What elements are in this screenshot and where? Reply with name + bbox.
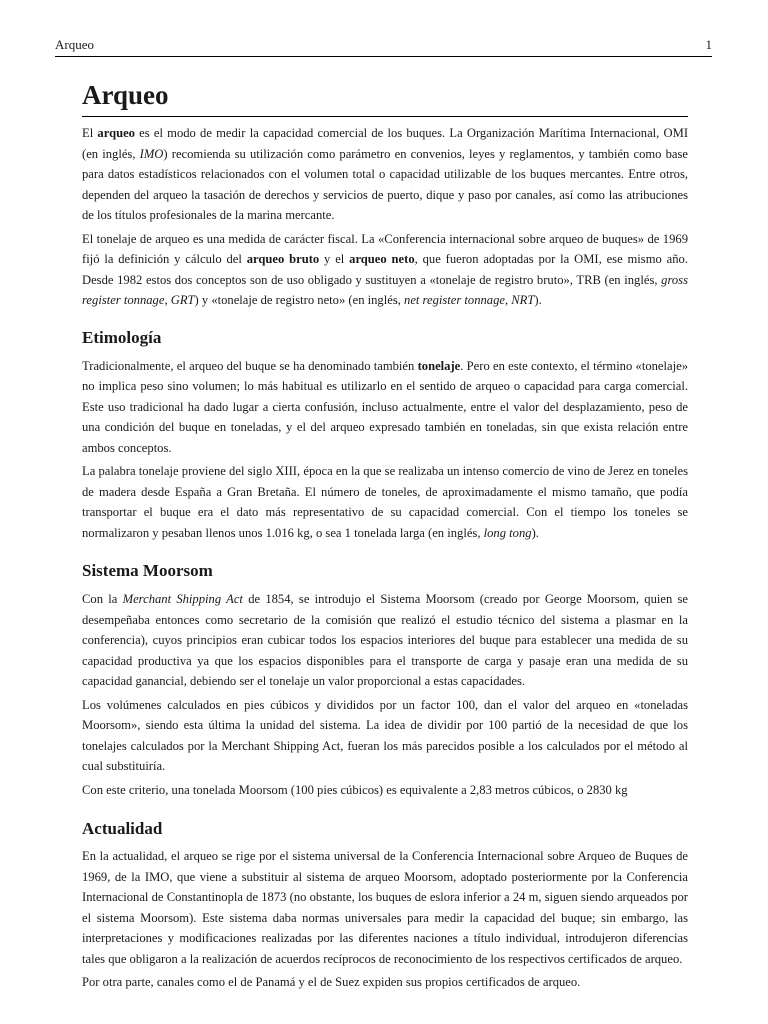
text-run: Tradicionalmente, el arqueo del buque se ha denominado también (82, 358, 418, 373)
term-grt: GRT (170, 293, 195, 307)
text-run: es el modo de medir la capacidad comercial de los buques. La Organización Marítima Internacional, OMI (en inglés, (82, 126, 689, 161)
term-imo: IMO (139, 146, 164, 161)
text-run: ) recomienda su utilización como parámetro en convenios, leyes y reglamentos, y también como base para datos estadísticos relacionados con el volumen total o capacidad utilizable de los buques mercantes. Entre otros, dependen del arqueo la tasación de derechos y servicios de puerto, dique y paso por canales, así como las atribuciones de los títulos profesionales de la marina mercante. (82, 146, 689, 222)
etimologia-paragraph-1 (82, 356, 688, 459)
text-run: , (504, 293, 512, 307)
term-merchant-shipping-act: Merchant Shipping Act (122, 592, 243, 606)
text-run: de 1854, se introdujo el Sistema Moorsom (creado por George Moorsom, quien se desempeñaba entonces como secretario de la comisión que realizó el estudio técnico del sistema a plasmar en la conferencia), cuyos principios eran cubicar todos los espacios interiores del buque para establecer una medida de su capacidad productiva ya que los espacios disponibles para el transporte de carga y pasaje eran una medida de su capacidad ganancial, debiendo ser el tonelaje un valor proporcional a estas capacidades. (82, 592, 689, 688)
text-run: ). (534, 293, 542, 307)
term-gross-register-tonnage: gross register tonnage (82, 272, 688, 307)
page-title: Arqueo (82, 79, 688, 117)
etimologia-paragraph-2 (82, 461, 688, 543)
text-run: y el (319, 252, 350, 266)
term-nrt: NRT (511, 293, 535, 307)
text-run: ) y «tonelaje de registro neto» (en inglés, (194, 293, 405, 307)
text-run: , (164, 293, 171, 307)
intro-paragraph-1 (82, 123, 688, 226)
term-net-register-tonnage: net register tonnage (404, 293, 505, 307)
text-run: . Pero en este contexto, el término «tonelaje» no implica peso sino volumen; lo más habitual es utilizarlo en el sentido de arqueo o capacidad para carga comercial. Este uso tradicional ha dado lugar a cierta confusión, incluso actualmente, entre el valor del desplazamiento, peso de una condición del buque en toneladas, y el del arqueo expresado también en toneladas, sin que exista relación entre ambos conceptos. (82, 358, 688, 455)
term-arqueo-bruto: arqueo bruto (246, 252, 320, 266)
section-heading-etimologia: Etimología (82, 327, 162, 347)
article-body (82, 79, 688, 993)
term-long-tong: long tong (483, 525, 532, 540)
term-arqueo-neto: arqueo neto (349, 252, 415, 266)
text-run: Con la (82, 592, 123, 606)
text-run: , que fueron adoptadas por la OMI, ese mismo año. Desde 1982 estos dos conceptos son de uso obligado y sustituyen a «tonelaje de registro bruto», TRB (en inglés, (82, 252, 688, 287)
term-tonelaje: tonelaje (417, 358, 461, 373)
text-run: El (82, 126, 98, 140)
running-header-title: Arqueo (55, 37, 94, 52)
term-arqueo: arqueo (97, 126, 135, 140)
intro-paragraph-2 (82, 229, 688, 311)
text-run: La palabra tonelaje proviene del siglo XIII, época en la que se realizaba un intenso comercio de vino de Jerez en toneles de madera desde España a Gran Bretaña. El número de toneles, de aproximadamente el mismo tamaño, que podía transportar el buque era el dato más representativo de su capacidad comercial. Con el tiempo los toneles se normalizaron y pesaban llenos unos 1.016 kg, o sea 1 tonelada larga (en inglés, (82, 464, 688, 540)
running-header (55, 36, 712, 57)
moorsom-paragraph-1 (82, 589, 688, 692)
text-run: El tonelaje de arqueo es una medida de carácter fiscal. La «Conferencia internacional sobre arqueo de buques» de 1969 fijó la definición y cálculo del (82, 231, 688, 266)
section-heading-actualidad: Actualidad (82, 819, 163, 838)
moorsom-paragraph-2: Los volúmenes calculados en pies cúbicos y divididos por un factor 100, dan el valor del arqueo en «toneladas Moorsom», siendo esta última la unidad del sistema. La idea de dividir por 100 partió de la necesidad de que los tonelajes calculados por la Merchant Shipping Act, fueran los más parecidos posible a los calculados por el método al cual substituiría. (82, 697, 688, 773)
text-run: ). (531, 525, 539, 540)
moorsom-paragraph-3: Con este criterio, una tonelada Moorsom (100 pies cúbicos) es equivalente a 2,83 metros cúbicos, o 2830 kg (82, 782, 628, 797)
section-heading-sistema-moorsom: Sistema Moorsom (82, 561, 213, 580)
page-number: 1 (705, 37, 712, 52)
actualidad-paragraph-2: Por otra parte, canales como el de Panamá y el de Suez expiden sus propios certificados de arqueo. (82, 975, 581, 989)
actualidad-paragraph-1: En la actualidad, el arqueo se rige por el sistema universal de la Conferencia Internacional sobre Arqueo de Buques de 1969, de la IMO, que viene a substituir al sistema de arqueo Moorsom, adoptado posteriormente por la Conferencia Internacional de Constantinopla de 1873 (no obstante, los buques de eslora inferior a 24 m, siguen siendo arqueados por el sistema Moorsom). Este sistema daba normas universales para medir la capacidad del buque; sin embargo, las interpretaciones y modificaciones realizadas por las diferentes naciones a título individual, introdujeron diferencias tales que obligaron a la realización de acuerdos recíprocos de reconocimiento de los respectivos certificados de arqueo. (82, 849, 688, 966)
